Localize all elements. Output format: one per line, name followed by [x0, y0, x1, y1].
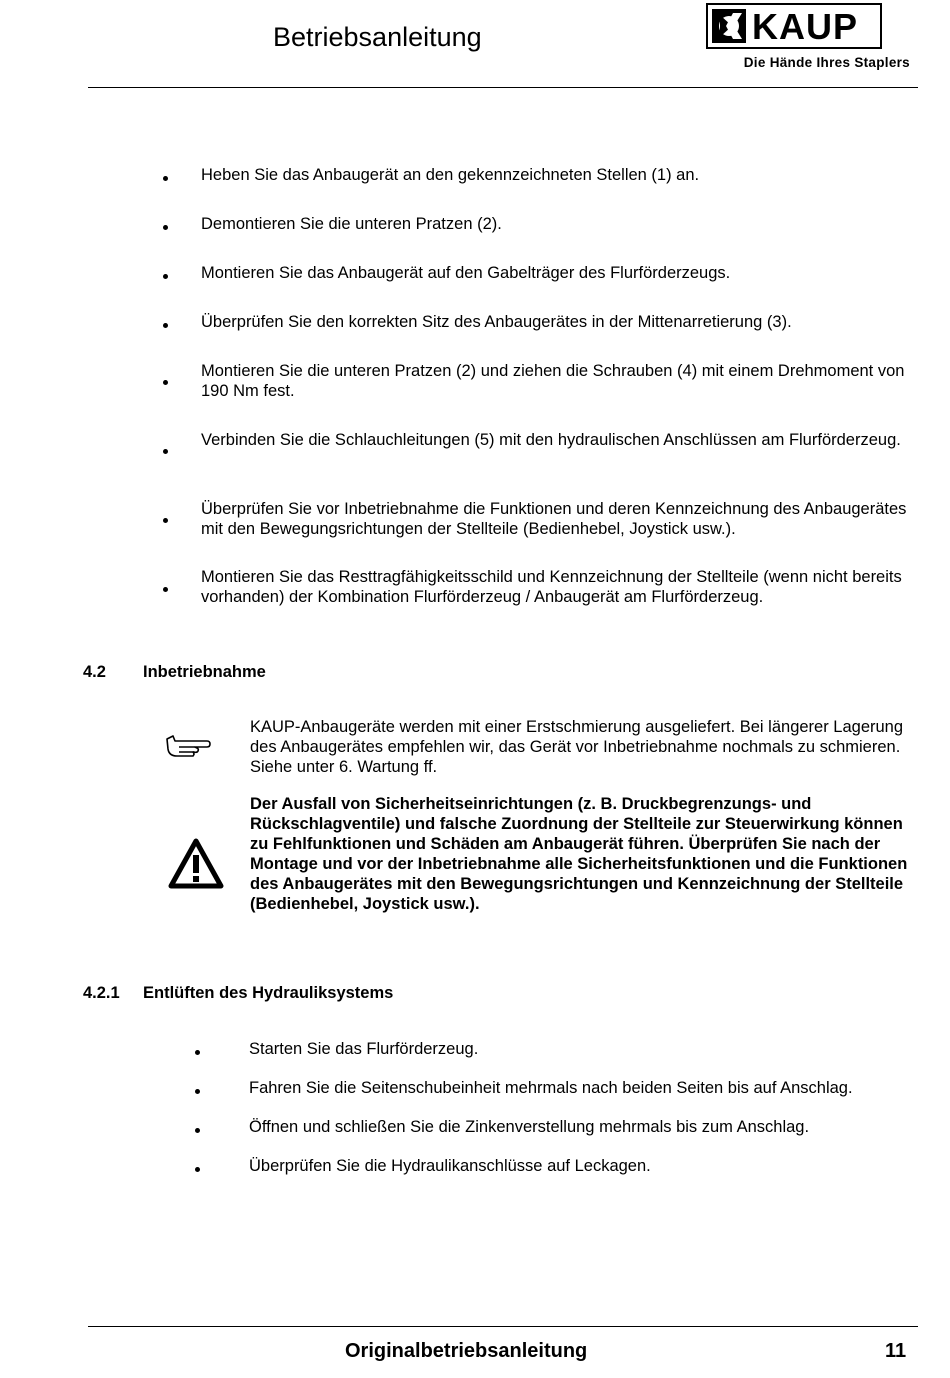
bullet-icon [163, 274, 168, 279]
pointing-hand-icon [165, 733, 211, 759]
bullet-icon [195, 1128, 200, 1133]
list-item: Demontieren Sie die unteren Pratzen (2). [201, 215, 502, 233]
logo-text: KAUP [752, 6, 859, 47]
kaup-logo [680, 3, 910, 75]
list-item: Öffnen und schließen Sie die Zinkenverstellung mehrmals bis zum Anschlag. [249, 1118, 810, 1136]
header-divider [88, 87, 918, 88]
list-item: Montieren Sie die unteren Pratzen (2) und ziehen die Schrauben (4) mit einem Drehmoment von 190 Nm fest. [201, 362, 905, 400]
subsection-number: 4.2.1 [83, 984, 120, 1002]
bullet-icon [163, 176, 168, 181]
bullet-icon [195, 1167, 200, 1172]
section-number: 4.2 [83, 663, 106, 681]
section-title: Inbetriebnahme [143, 663, 266, 681]
bullet-icon [163, 323, 168, 328]
bullet-icon [163, 380, 168, 385]
logo-tagline: Die Hände Ihres Staplers [743, 55, 910, 70]
list-item: Montieren Sie das Anbaugerät auf den Gabelträger des Flurförderzeugs. [201, 264, 731, 282]
footer-title: Originalbetriebsanleitung [345, 1340, 588, 1362]
bullet-icon [163, 518, 168, 523]
list-item: Überprüfen Sie den korrekten Sitz des Anbaugerätes in der Mittenarretierung (3). [201, 313, 792, 331]
bullet-icon [163, 587, 168, 592]
page-number: 11 [885, 1340, 907, 1362]
header-title: Betriebsanleitung [273, 22, 482, 52]
bullet-icon [163, 449, 168, 454]
list-item: Montieren Sie das Resttragfähigkeitsschild und Kennzeichnung der Stellteile (wenn nicht bereits vorhanden) der Kombination Flurförderzeug / Anbaugerät am Flurförderzeug. [201, 568, 902, 606]
bullet-icon [195, 1089, 200, 1094]
list-item: Verbinden Sie die Schlauchleitungen (5) mit den hydraulischen Anschlüssen am Flurförderzeug. [201, 431, 901, 449]
list-item: Fahren Sie die Seitenschubeinheit mehrmals nach beiden Seiten bis auf Anschlag. [249, 1079, 853, 1097]
subsection-title: Entlüften des Hydrauliksystems [143, 984, 394, 1002]
list-item: Heben Sie das Anbaugerät an den gekennzeichneten Stellen (1) an. [201, 166, 700, 184]
bullet-icon [163, 225, 168, 230]
warning-triangle-icon [168, 838, 224, 890]
bullet-icon [195, 1050, 200, 1055]
kaup-k-icon [712, 9, 746, 43]
logo-box [706, 3, 882, 49]
list-item: Überprüfen Sie die Hydraulikanschlüsse auf Leckagen. [249, 1157, 651, 1175]
list-item: Starten Sie das Flurförderzeug. [249, 1040, 479, 1058]
safety-warning: Der Ausfall von Sicherheitseinrichtungen (z. B. Druckbegrenzungs- und Rückschlagventile) und falsche Zuordnung der Stellteile zur Steuerwirkung können zu Fehlfunktionen und Schäden am Anbaugerät führen. Überprüfen Sie nach der Montage und vor der Inbetriebnahme alle Sicherheitsfunktionen und die Funktionen des Anbaugerätes mit den Bewegungsrichtungen und Kennzeichnung der Stellteile (Bedienhebel, Joystick usw.). [250, 795, 908, 913]
footer-divider [88, 1326, 918, 1327]
lubrication-note: KAUP-Anbaugeräte werden mit einer Erstschmierung ausgeliefert. Bei längerer Lagerung des Anbaugerätes empfehlen wir, das Gerät vor Inbetriebnahme nochmals zu schmieren. Siehe unter 6. Wartung ff. [250, 718, 904, 776]
list-item: Überprüfen Sie vor Inbetriebnahme die Funktionen und deren Kennzeichnung des Anbaugerätes mit den Bewegungsrichtungen der Stellteile (Bedienhebel, Joystick usw.). [201, 500, 907, 538]
